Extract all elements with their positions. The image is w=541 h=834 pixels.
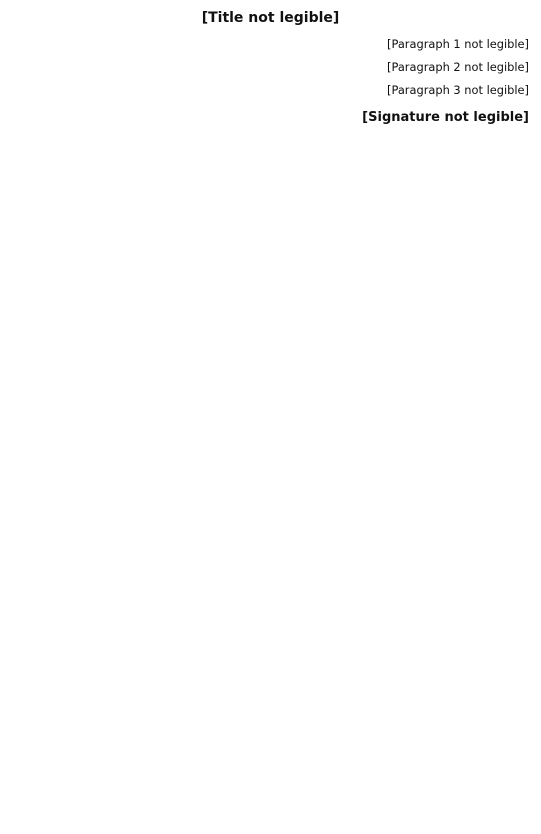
notice-title: [Title not legible] xyxy=(201,10,340,26)
notice-paragraph: [Paragraph 1 not legible] xyxy=(387,37,529,51)
notice-paragraph: [Paragraph 3 not legible] xyxy=(387,83,529,98)
notice-signature: [Signature not legible] xyxy=(362,109,529,125)
notice-paragraph: [Paragraph 2 not legible] xyxy=(387,60,529,75)
